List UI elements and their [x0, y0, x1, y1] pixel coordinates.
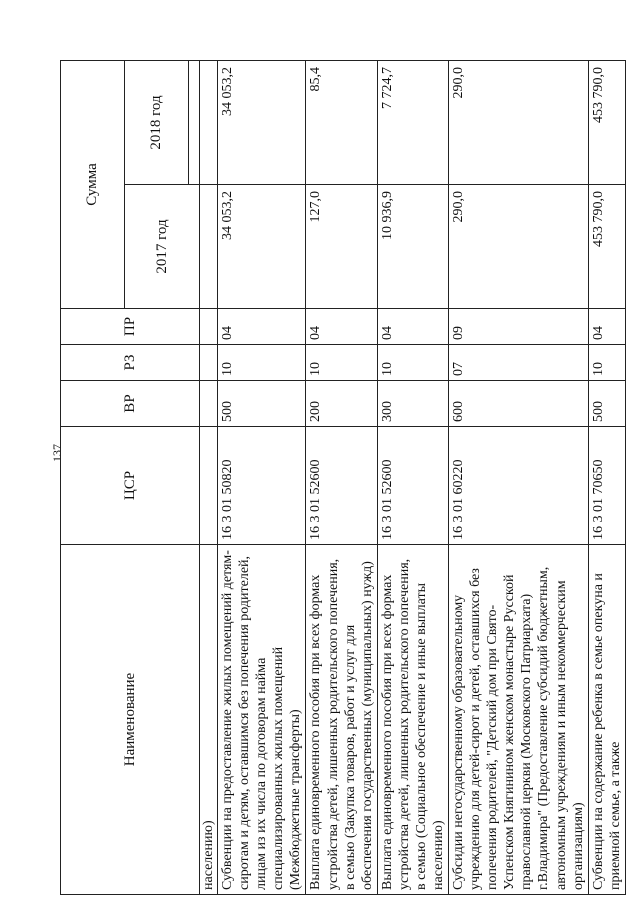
row-name: Субсидии негосударственному образовательному учреждению для детей-сирот и детей, оставшихся без попечения родителей, "Детский дом при Свято-Успенском Княгинином женском монастыре Русской православной церкви (Московского Патриархата) г.Владимира" (Предоставление субсидий бюджетным, автономным учреждениям и иным некоммерческим организациям) [449, 545, 589, 895]
row-sum-2018: 7 724,7 [377, 60, 448, 184]
header-name-cell [61, 545, 200, 895]
budget-table [60, 60, 626, 895]
row-sum-2017: 10 936,9 [377, 185, 448, 309]
row-sum-2018: 34 053,2 [218, 60, 306, 184]
table-row [377, 60, 448, 894]
row-name: Субвенции на содержание ребенка в семье опекуна и приемной семье, а также [588, 545, 625, 895]
row-rz: 07 [449, 345, 589, 381]
row-sum-2017: 127,0 [306, 185, 377, 309]
empty-cell [200, 60, 218, 184]
row-csr: 16 3 01 70650 [588, 427, 625, 545]
table-row [449, 60, 589, 894]
table-row [306, 60, 377, 894]
row-name: Выплата единовременного пособия при всех формах устройства детей, лишенных родительского попечения, в семью (Закупка товаров, работ и услуг для обеспечения государственных (муниципальных) нужд) [306, 545, 377, 895]
header-vr: ВР [61, 381, 200, 427]
row-sum-2018: 290,0 [449, 60, 589, 184]
page-number: 137 [50, 444, 64, 462]
row-vr: 600 [449, 381, 589, 427]
header-2018: 2018 год [125, 60, 189, 184]
row-sum-2018: 85,4 [306, 60, 377, 184]
row-pr: 04 [306, 309, 377, 345]
header-name: Наименование [121, 672, 138, 767]
row-pr: 04 [377, 309, 448, 345]
table-container [60, 60, 623, 895]
rotated-page [60, 60, 623, 895]
row-vr: 500 [218, 381, 306, 427]
row-name: Выплата единовременного пособия при всех формах устройства детей, лишенных родительского попечения, в семью (Социальное обеспечение и иные выплаты населению) [377, 545, 448, 895]
row-sum-2017: 34 053,2 [218, 185, 306, 309]
row-sum-2018: 453 790,0 [588, 60, 625, 184]
row-rz: 10 [218, 345, 306, 381]
table-row-continuation [200, 60, 218, 894]
row-rz: 10 [588, 345, 625, 381]
row-pr: 04 [588, 309, 625, 345]
empty-cell [200, 427, 218, 545]
header-csr: ЦСР [61, 427, 200, 545]
row-vr: 200 [306, 381, 377, 427]
row-csr: 16 3 01 50820 [218, 427, 306, 545]
row-sum-2017: 290,0 [449, 185, 589, 309]
row-csr: 16 3 01 52600 [306, 427, 377, 545]
table-row [588, 60, 625, 894]
header-rz: РЗ [61, 345, 200, 381]
header-spacer-cell [189, 60, 200, 184]
header-row [61, 60, 125, 894]
header-pr: ПР [61, 309, 200, 345]
row-name: Субвенции на предоставление жилых помещений детям-сиротам и детям, оставшимся без попечения родителей, лицам из их числа по договорам найма специализированных жилых помещений (Межбюджетные трансферты) [218, 545, 306, 895]
empty-cell [200, 309, 218, 345]
row-rz: 10 [377, 345, 448, 381]
header-2017: 2017 год [125, 185, 200, 309]
row-csr: 16 3 01 60220 [449, 427, 589, 545]
row-vr: 300 [377, 381, 448, 427]
row-rz: 10 [306, 345, 377, 381]
header-sum: Сумма [61, 60, 125, 308]
row-vr: 500 [588, 381, 625, 427]
continuation-text: населению) [200, 545, 218, 895]
empty-cell [200, 345, 218, 381]
row-pr: 09 [449, 309, 589, 345]
row-sum-2017: 453 790,0 [588, 185, 625, 309]
table-row [218, 60, 306, 894]
row-csr: 16 3 01 52600 [377, 427, 448, 545]
empty-cell [200, 381, 218, 427]
empty-cell [200, 185, 218, 309]
row-pr: 04 [218, 309, 306, 345]
